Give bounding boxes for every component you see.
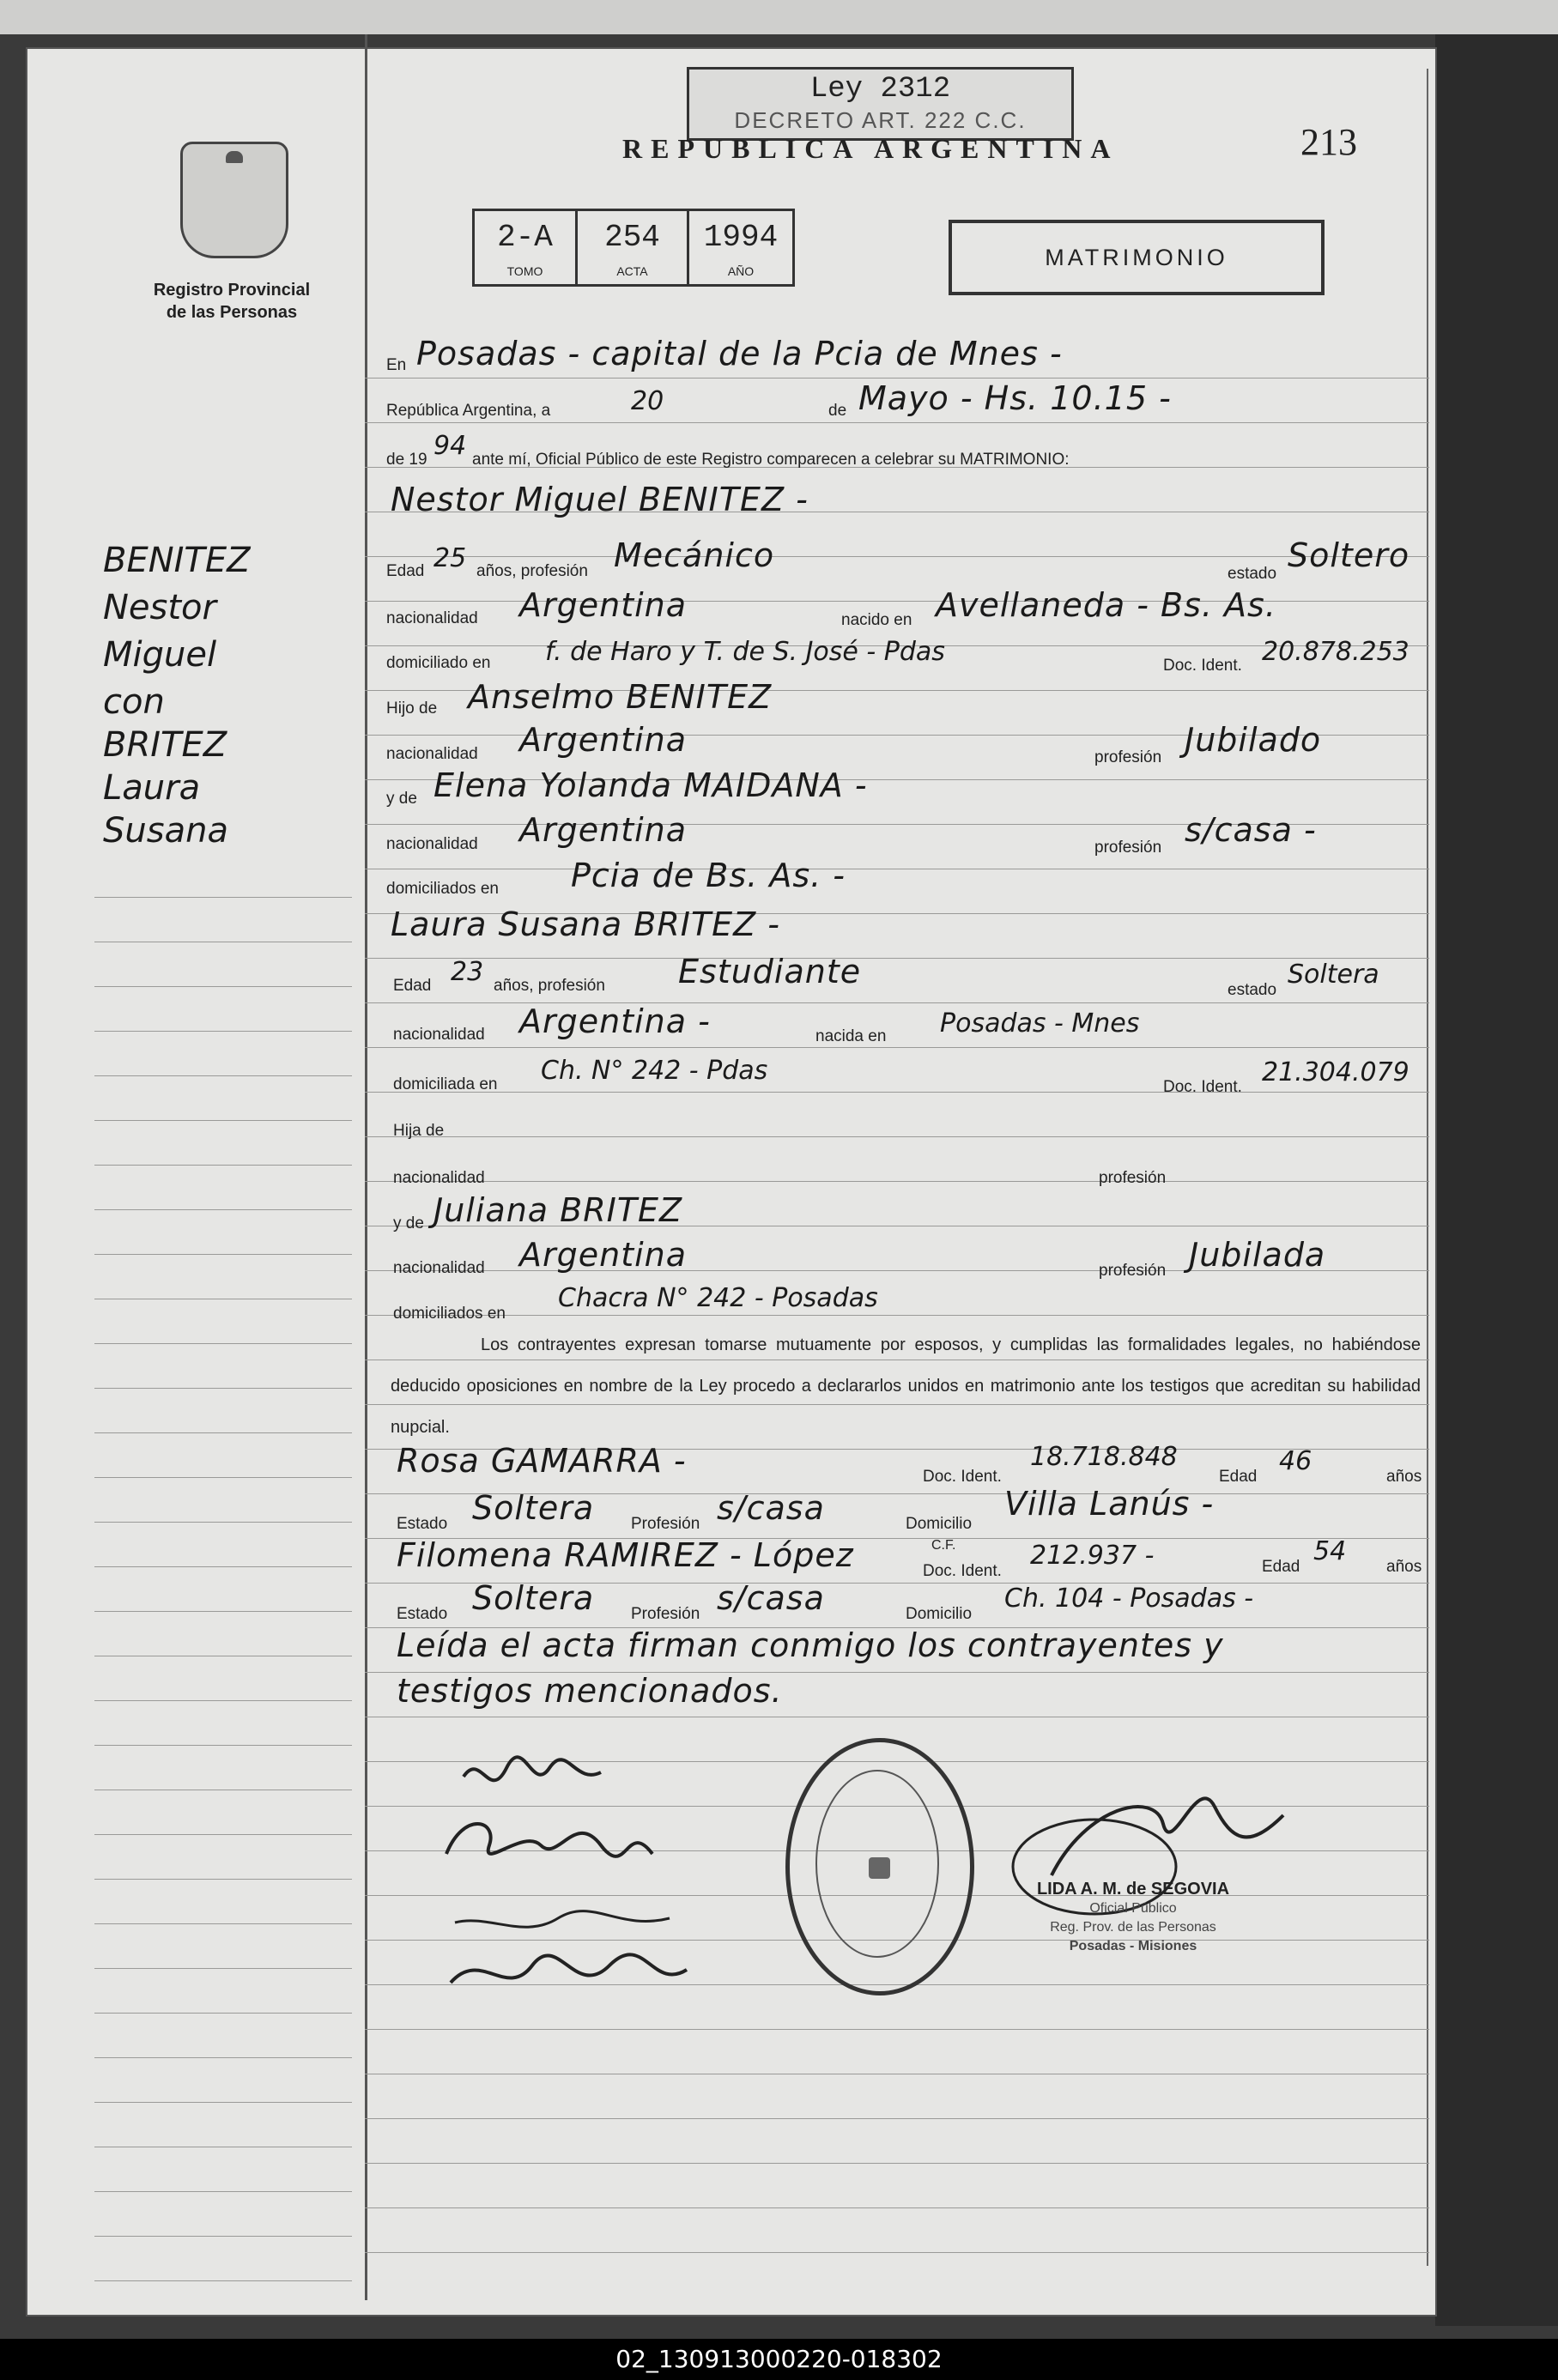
margin-ruled-line bbox=[94, 2280, 352, 2281]
margin-rule bbox=[365, 34, 367, 2300]
doc-prefix: C.F. bbox=[931, 1538, 956, 1553]
nacido-label: nacido en bbox=[841, 611, 912, 629]
ano-value: 1994 bbox=[703, 220, 779, 255]
groom-father-prof: Jubilado bbox=[1185, 721, 1322, 759]
appear-text: ante mí, Oficial Público de este Registro comparecen a celebrar su MATRIMONIO: bbox=[472, 451, 1070, 469]
tomo-cell bbox=[475, 211, 578, 284]
margin-ruled-line bbox=[94, 1923, 352, 1924]
witness1-age: 46 bbox=[1279, 1446, 1312, 1476]
estado-label: Estado bbox=[397, 1605, 448, 1623]
de19-label: de 19 bbox=[386, 451, 427, 469]
ruled-line bbox=[365, 556, 1429, 557]
ley-stamp bbox=[687, 67, 1074, 141]
margin-ruled-line bbox=[94, 986, 352, 987]
groom-mother-nat: Argentina bbox=[519, 811, 688, 849]
margin-ruled-line bbox=[94, 1075, 352, 1076]
edad-label: Edad bbox=[393, 977, 432, 995]
margin-ruled-line bbox=[94, 1388, 352, 1389]
margin-line: Nestor bbox=[103, 588, 216, 627]
witness1-prof: s/casa bbox=[717, 1489, 825, 1527]
bride-address: Ch. N° 242 - Pdas bbox=[541, 1056, 768, 1086]
groom-age: 25 bbox=[433, 543, 467, 573]
groom-nationality: Argentina bbox=[519, 586, 688, 624]
margin-ruled-line bbox=[94, 1031, 352, 1032]
groom-mother-prof: s/casa - bbox=[1185, 811, 1317, 849]
groom-address: f. de Haro y T. de S. José - Pdas bbox=[545, 637, 945, 667]
republica-label: República Argentina, a bbox=[386, 402, 551, 420]
ley-stamp-sub: DECRETO ART. 222 C.C. bbox=[734, 107, 1027, 133]
profesion-label: profesión bbox=[1094, 748, 1162, 766]
bride-mother-prof: Jubilada bbox=[1189, 1236, 1326, 1274]
groom-father-nat: Argentina bbox=[519, 721, 688, 759]
edad-label: Edad bbox=[1219, 1468, 1258, 1486]
margin-ruled-line bbox=[94, 1968, 352, 1969]
bride-parents-addr: Chacra N° 242 - Posadas bbox=[558, 1283, 878, 1313]
document-title: REPUBLICA ARGENTINA bbox=[622, 133, 1119, 164]
yde-label: y de bbox=[393, 1214, 424, 1232]
doc-label: Doc. Ident. bbox=[1163, 657, 1242, 675]
bride-age: 23 bbox=[451, 957, 484, 987]
acta-label: ACTA bbox=[616, 264, 648, 278]
groom-profession: Mecánico bbox=[614, 536, 775, 574]
registry-name bbox=[137, 279, 326, 324]
year-digits: 94 bbox=[433, 431, 467, 461]
hija-label: Hija de bbox=[393, 1122, 445, 1140]
provincial-seal-icon bbox=[180, 142, 288, 258]
profesion-label: profesión bbox=[1094, 839, 1162, 857]
registry-stamp-icon bbox=[785, 1738, 974, 1995]
witness2-age: 54 bbox=[1313, 1536, 1347, 1566]
ruled-line bbox=[365, 1181, 1429, 1182]
margin-ruled-line bbox=[94, 1522, 352, 1523]
margin-ruled-line bbox=[94, 1165, 352, 1166]
witness1-estado: Soltera bbox=[472, 1489, 595, 1527]
registry-line-1: Registro Provincial bbox=[153, 281, 311, 300]
witness2-name: Filomena RAMIREZ - López bbox=[397, 1536, 854, 1574]
margin-ruled-line bbox=[94, 2013, 352, 2014]
domicilio-label: Domicilio bbox=[906, 1605, 973, 1623]
groom-parents-addr: Pcia de Bs. As. - bbox=[571, 857, 846, 894]
margin-line: con bbox=[103, 682, 165, 722]
margin-ruled-line bbox=[94, 1834, 352, 1835]
profesion-label: profesión bbox=[1099, 1169, 1167, 1187]
margin-line: BRITEZ bbox=[103, 725, 227, 765]
domiciliados-label: domiciliados en bbox=[386, 880, 499, 898]
record-type-box: MATRIMONIO bbox=[949, 220, 1325, 295]
acta-cell bbox=[578, 211, 689, 284]
nacida-label: nacida en bbox=[815, 1027, 887, 1045]
anos-label: años bbox=[1386, 1558, 1422, 1576]
margin-ruled-line bbox=[94, 2236, 352, 2237]
place-value: Posadas - capital de la Pcia de Mnes - bbox=[416, 335, 1063, 372]
ley-stamp-text: Ley 2312 bbox=[809, 73, 951, 106]
yde-label: y de bbox=[386, 790, 417, 808]
ruled-line bbox=[365, 2029, 1429, 2030]
ruled-line bbox=[365, 1136, 1429, 1137]
margin-ruled-line bbox=[94, 1477, 352, 1478]
profesion-label: años, profesión bbox=[476, 562, 588, 580]
official-office: Reg. Prov. de las Personas bbox=[1050, 1920, 1216, 1935]
profesion-label: años, profesión bbox=[494, 977, 605, 995]
estado-label: estado bbox=[1228, 981, 1277, 999]
right-rule bbox=[1427, 69, 1428, 2266]
domiciliada-label: domiciliada en bbox=[393, 1075, 498, 1093]
book-spine bbox=[1435, 34, 1558, 2326]
en-label: En bbox=[386, 356, 407, 374]
ruled-line bbox=[365, 2163, 1429, 2164]
official-name: LIDA A. M. de SEGOVIA bbox=[1036, 1880, 1230, 1899]
groom-name: Nestor Miguel BENITEZ - bbox=[391, 481, 809, 518]
ruled-line bbox=[365, 2207, 1429, 2208]
doc-label: Doc. Ident. bbox=[923, 1562, 1002, 1580]
witness2-estado: Soltera bbox=[472, 1579, 595, 1617]
page-number: 213 bbox=[1300, 121, 1357, 163]
acta-value: 254 bbox=[604, 220, 660, 255]
bride-estado: Soltera bbox=[1288, 960, 1379, 990]
margin-ruled-line bbox=[94, 1879, 352, 1880]
margin-ruled-line bbox=[94, 2191, 352, 2192]
edad-label: Edad bbox=[386, 562, 425, 580]
ruled-line bbox=[365, 2252, 1429, 2253]
doc-label: Doc. Ident. bbox=[1163, 1078, 1242, 1096]
month-time-value: Mayo - Hs. 10.15 - bbox=[858, 379, 1172, 417]
declaration-text: Los contrayentes expresan tomarse mutuamente por esposos, y cumplidas las formalidades legales, no habiéndose deducido oposiciones en nombre de la Ley procedo a declararlos unidos en matrimonio ante los testigos que acreditan su habilidad nupcial. bbox=[391, 1335, 1421, 1437]
nacionalidad-label: nacionalidad bbox=[386, 745, 478, 763]
margin-ruled-line bbox=[94, 1432, 352, 1433]
bride-mother: Juliana BRITEZ bbox=[433, 1191, 683, 1229]
signatures-graphic bbox=[429, 1742, 790, 2026]
nacionalidad-label: nacionalidad bbox=[393, 1026, 485, 1044]
doc-label: Doc. Ident. bbox=[923, 1468, 1002, 1486]
ruled-line bbox=[365, 2118, 1429, 2119]
ruled-line bbox=[365, 1315, 1429, 1316]
image-id-caption: 02_130913000220-018302 bbox=[0, 2339, 1558, 2380]
margin-line: Susana bbox=[103, 811, 228, 851]
ruled-line bbox=[365, 958, 1429, 959]
tomo-value: 2-A bbox=[497, 220, 553, 255]
bride-profession: Estudiante bbox=[678, 953, 862, 990]
margin-ruled-line bbox=[94, 1209, 352, 1210]
nacionalidad-label: nacionalidad bbox=[386, 609, 478, 627]
witness2-doc: 212.937 - bbox=[1030, 1541, 1155, 1571]
ano-cell bbox=[689, 211, 792, 284]
margin-ruled-line bbox=[94, 1120, 352, 1121]
closing-line-1: Leída el acta firman conmigo los contrayentes y bbox=[397, 1626, 1224, 1664]
tomo-acta-ano-box bbox=[472, 209, 795, 287]
nacionalidad-label: nacionalidad bbox=[393, 1259, 485, 1277]
closing-line-2: testigos mencionados. bbox=[397, 1672, 783, 1710]
official-location: Posadas - Misiones bbox=[1069, 1939, 1197, 1953]
nacionalidad-label: nacionalidad bbox=[393, 1169, 485, 1187]
domicilio-label: Domicilio bbox=[906, 1515, 973, 1533]
margin-line: Miguel bbox=[103, 635, 217, 675]
margin-line: Laura bbox=[103, 768, 201, 808]
scan-top-edge bbox=[0, 0, 1558, 34]
margin-ruled-line bbox=[94, 1611, 352, 1612]
ruled-line bbox=[365, 1092, 1429, 1093]
witness2-dom: Ch. 104 - Posadas - bbox=[1004, 1584, 1254, 1614]
ruled-line bbox=[365, 1047, 1429, 1048]
margin-ruled-line bbox=[94, 1745, 352, 1746]
profesion-label: profesión bbox=[1099, 1262, 1167, 1280]
margin-ruled-line bbox=[94, 1566, 352, 1567]
edad-label: Edad bbox=[1262, 1558, 1300, 1576]
registry-line-2: de las Personas bbox=[166, 303, 298, 322]
bride-doc: 21.304.079 bbox=[1262, 1057, 1409, 1087]
groom-estado: Soltero bbox=[1288, 536, 1410, 574]
bride-birthplace: Posadas - Mnes bbox=[940, 1008, 1140, 1039]
de-label: de bbox=[828, 402, 847, 420]
margin-ruled-line bbox=[94, 1254, 352, 1255]
groom-doc: 20.878.253 bbox=[1262, 637, 1409, 667]
official-block bbox=[1004, 1880, 1262, 1956]
witness2-prof: s/casa bbox=[717, 1579, 825, 1617]
profesion-label: Profesión bbox=[631, 1515, 700, 1533]
ruled-line bbox=[365, 422, 1429, 423]
groom-mother: Elena Yolanda MAIDANA - bbox=[433, 766, 868, 804]
groom-birthplace: Avellaneda - Bs. As. bbox=[936, 586, 1276, 624]
margin-ruled-line bbox=[94, 1343, 352, 1344]
domicilio-label: domiciliado en bbox=[386, 654, 491, 672]
margin-ruled-line bbox=[94, 897, 352, 898]
ano-label: AÑO bbox=[727, 264, 755, 278]
nacionalidad-label: nacionalidad bbox=[386, 835, 478, 853]
day-value: 20 bbox=[631, 386, 664, 416]
bride-name: Laura Susana BRITEZ - bbox=[391, 905, 780, 943]
anos-label: años bbox=[1386, 1468, 1422, 1486]
estado-label: Estado bbox=[397, 1515, 448, 1533]
groom-father: Anselmo BENITEZ bbox=[468, 678, 773, 716]
bride-mother-nat: Argentina bbox=[519, 1236, 688, 1274]
margin-line: BENITEZ bbox=[103, 541, 251, 580]
margin-ruled-line bbox=[94, 2057, 352, 2058]
margin-ruled-line bbox=[94, 2102, 352, 2103]
margin-ruled-line bbox=[94, 1700, 352, 1701]
domiciliados-label: domiciliados en bbox=[393, 1305, 506, 1323]
tomo-label: TOMO bbox=[506, 264, 543, 278]
witness1-name: Rosa GAMARRA - bbox=[397, 1442, 687, 1480]
bride-nationality: Argentina - bbox=[519, 1002, 711, 1040]
profesion-label: Profesión bbox=[631, 1605, 700, 1623]
hijo-label: Hijo de bbox=[386, 699, 438, 718]
official-title: Oficial Público bbox=[1089, 1901, 1177, 1916]
witness1-doc: 18.718.848 bbox=[1030, 1442, 1178, 1472]
witness1-dom: Villa Lanús - bbox=[1004, 1485, 1215, 1523]
estado-label: estado bbox=[1228, 565, 1277, 583]
